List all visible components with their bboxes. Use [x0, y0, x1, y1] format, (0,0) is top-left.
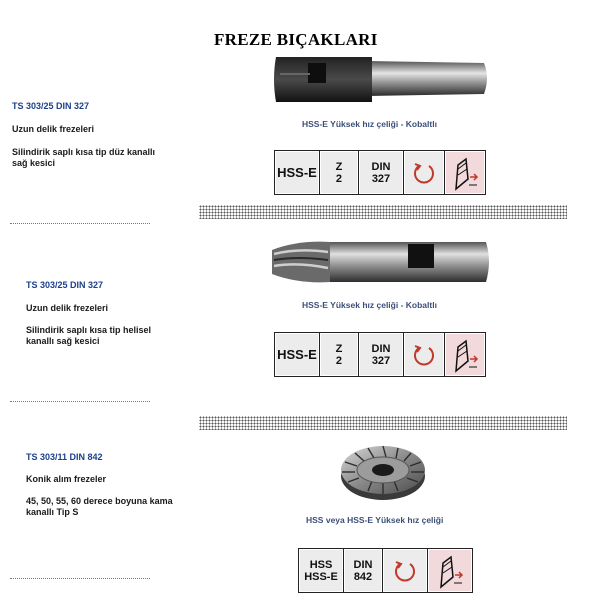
rotation-arrow-icon	[404, 151, 444, 194]
section-2-type: Uzun delik frezeleri	[26, 303, 109, 313]
section-3-tool-image	[338, 440, 428, 504]
rotation-arrow-icon	[383, 549, 427, 592]
section-1-code: TS 303/25 DIN 327	[12, 101, 90, 111]
grade-badge: HSS HSS-E	[299, 549, 343, 592]
section-3-material: HSS veya HSS-E Yüksek hız çeliği	[306, 515, 444, 525]
section-1-description: Silindirik saplı kısa tip düz kanallı sağ kesici	[12, 147, 156, 168]
separator-band-1	[199, 205, 567, 219]
section-3-icon-strip	[298, 548, 473, 593]
section-1-type: Uzun delik frezeleri	[12, 124, 95, 134]
din-badge: DIN 327	[359, 333, 403, 376]
din-badge: DIN 842	[344, 549, 382, 592]
page-title: FREZE BIÇAKLARI	[214, 30, 378, 49]
section-3-type: Konik alım frezeler	[26, 474, 107, 484]
teeth-badge: Z 2	[320, 151, 358, 194]
section-2-code: TS 303/25 DIN 327	[26, 280, 104, 290]
section-1-divider	[10, 223, 150, 224]
section-3-divider	[10, 578, 150, 579]
section-2-divider	[10, 401, 150, 402]
section-2-material: HSS-E Yüksek hız çeliği - Kobaltlı	[302, 300, 437, 310]
grade-badge: HSS-E	[275, 333, 319, 376]
section-2-icon-strip	[274, 332, 486, 377]
separator-band-2	[199, 416, 567, 430]
section-2-description: Silindirik saplı kısa tip helisel kanallı sağ kesici	[26, 325, 152, 346]
section-1-tool-image	[272, 54, 492, 104]
section-3-code: TS 303/11 DIN 842	[26, 452, 103, 462]
din-badge: DIN 327	[359, 151, 403, 194]
rotation-arrow-icon	[404, 333, 444, 376]
teeth-badge: Z 2	[320, 333, 358, 376]
right-hand-cut-icon	[428, 549, 472, 592]
right-hand-cut-icon	[445, 333, 485, 376]
section-3-description: 45, 50, 55, 60 derece boyuna kama kanallı Tip S	[26, 496, 173, 517]
section-2-tool-image	[268, 236, 494, 288]
section-1-material: HSS-E Yüksek hız çeliği - Kobaltlı	[302, 119, 437, 129]
grade-badge: HSS-E	[275, 151, 319, 194]
right-hand-cut-icon	[445, 151, 485, 194]
section-1-icon-strip	[274, 150, 486, 195]
